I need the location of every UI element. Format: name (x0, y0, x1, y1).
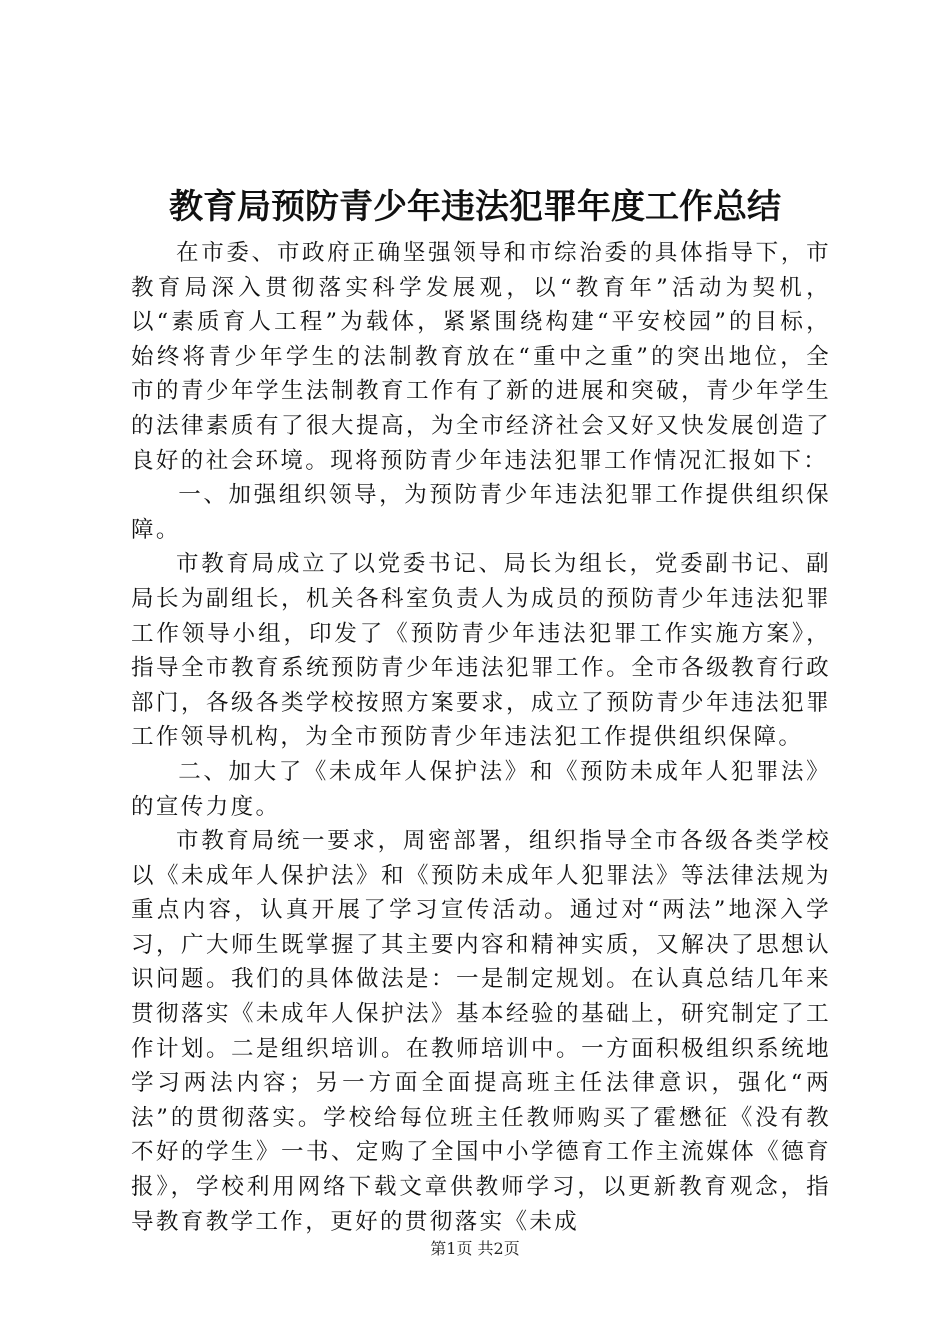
section-heading-1: 一、加强组织领导，为预防青少年违法犯罪工作提供组织保障。 (131, 482, 831, 543)
document-title: 教育局预防青少年违法犯罪年度工作总结 (169, 187, 781, 227)
page-footer: 第1页 共2页 (430, 1239, 520, 1258)
paragraph-section-2: 市教育局统一要求，周密部署，组织指导全市各级各类学校以《未成年人保护法》和《预防未成年人犯罪法》等法律法规为重点内容，认真开展了学习宣传活动。通过对“两法”地深入学习，广大师生既掌握了其主要内容和精神实质，又解决了思想认识问题。我们的具体做法是：一是制定规划。在认真总结几年来贯彻落实《未成年人保护法》基本经验的基础上，研究制定了工作计划。二是组织培训。在教师培训中。一方面积极组织系统地学习两法内容；另一方面全面提高班主任法律意识，强化“两法”的贯彻落实。学校给每位班主任教师购买了霍懋征《没有教不好的学生》一书、定购了全国中小学德育工作主流媒体《德育报》，学校利用网络下载文章供教师学习，以更新教育观念，指导教育教学工作，更好的贯彻落实《未成 (131, 828, 831, 1235)
section-heading-2: 二、加大了《未成年人保护法》和《预防未成年人犯罪法》的宣传力度。 (131, 758, 831, 820)
paragraph-section-1: 市教育局成立了以党委书记、局长为组长，党委副书记、副局长为副组长，机关各科室负责人为成员的预防青少年违法犯罪工作领导小组，印发了《预防青少年违法犯罪工作实施方案》，指导全市教育系统预防青少年违法犯罪工作。全市各级教育行政部门，各级各类学校按照方案要求，成立了预防青少年违法犯罪工作领导机构，为全市预防青少年违法犯工作提供组织保障。 (131, 551, 831, 751)
document-body (131, 236, 831, 1239)
paragraph-intro: 在市委、市政府正确坚强领导和市综治委的具体指导下，市教育局深入贯彻落实科学发展观，以“教育年”活动为契机，以“素质育人工程”为载体，紧紧围绕构建“平安校园”的目标，始终将青少年学生的法制教育放在“重中之重”的突出地位，全市的青少年学生法制教育工作有了新的进展和突破，青少年学生的法律素质有了很大提高，为全市经济社会又好又快发展创造了良好的社会环境。现将预防青少年违法犯罪工作情况汇报如下： (131, 240, 831, 474)
